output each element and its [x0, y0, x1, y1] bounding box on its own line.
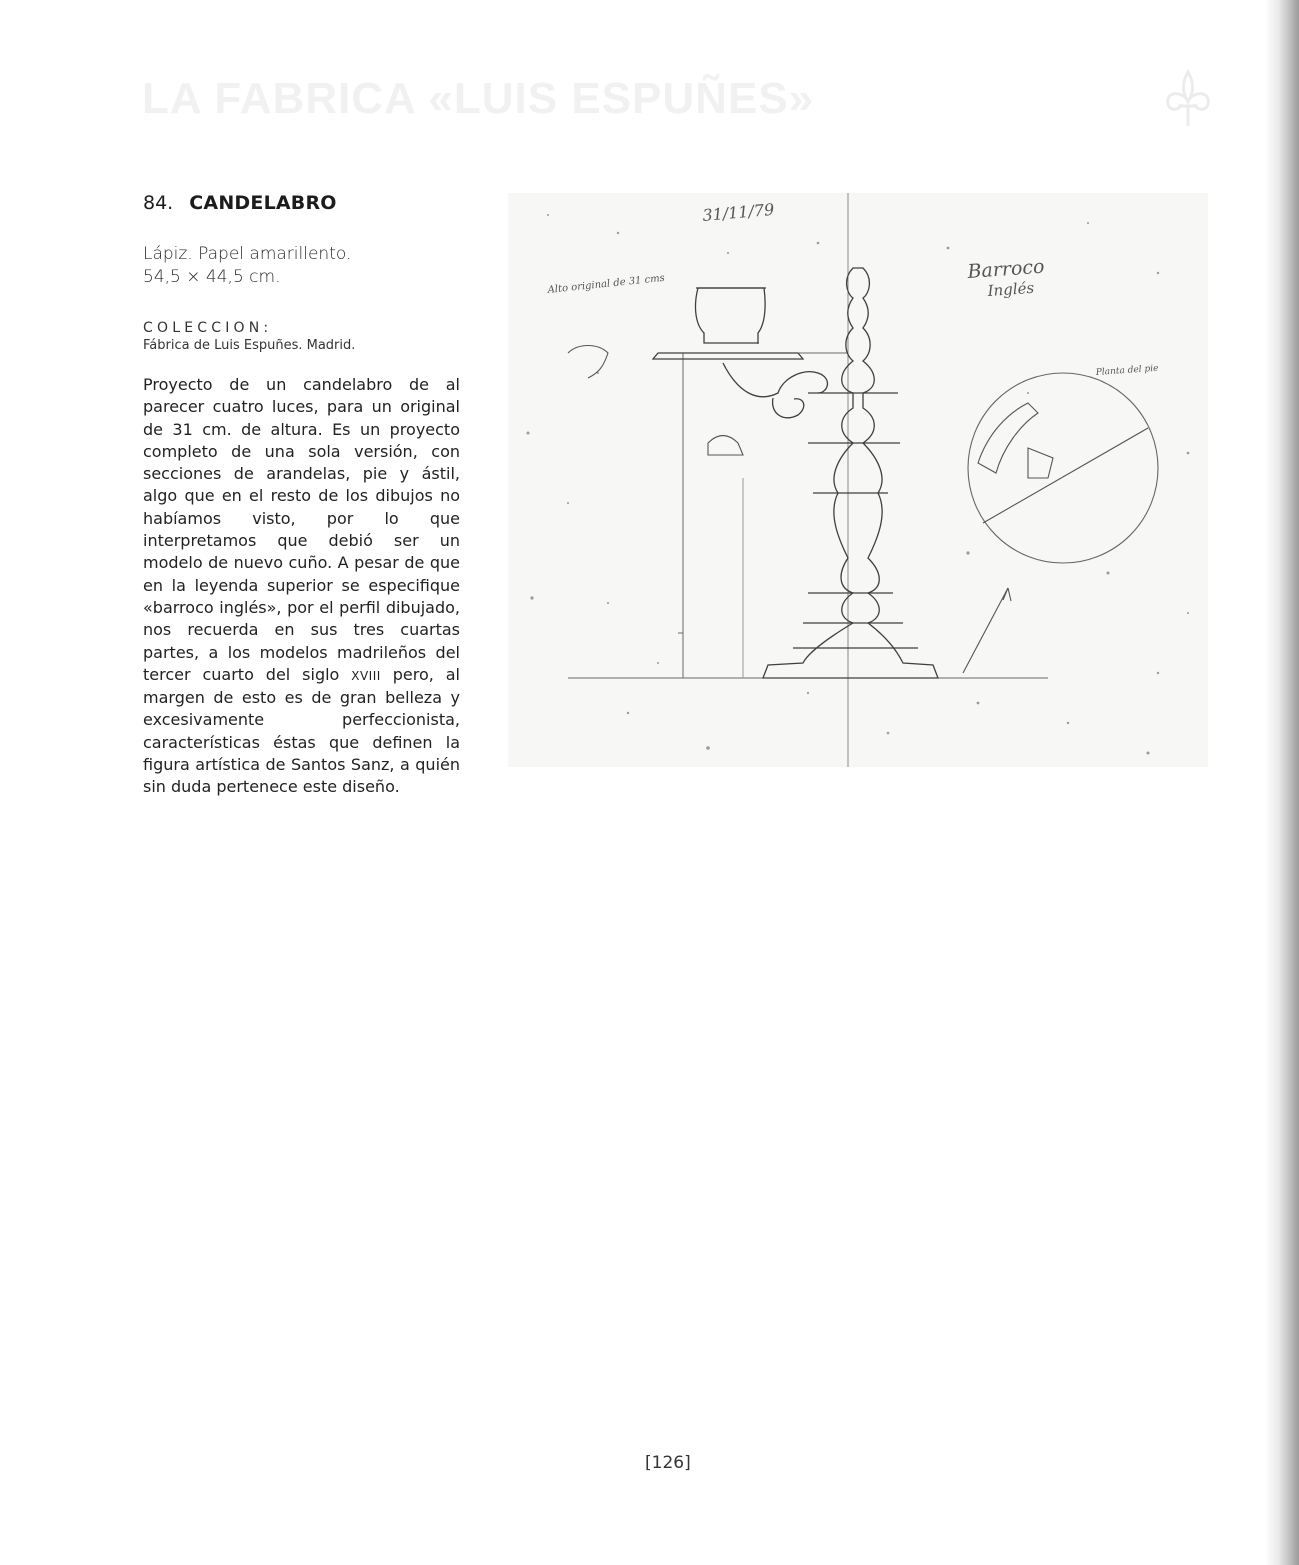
entry-number: 84.: [143, 192, 174, 214]
medium-line: Lápiz. Papel amarillento.: [143, 244, 352, 264]
annotation-date: 31/11/79: [701, 199, 775, 225]
page-edge-shadow: [1265, 0, 1299, 1565]
description-century: XVIII: [351, 668, 381, 683]
entry-name: CANDELABRO: [189, 192, 337, 214]
fleur-de-lis-icon: [1160, 68, 1216, 132]
collection-label: COLECCION:: [143, 320, 273, 336]
medium-block: [143, 243, 473, 289]
entry-title: [143, 192, 337, 214]
description-text-1: Proyecto de un candelabro de al parecer cuatro luces, para un original de 31 cm. de altura. Es un proyecto completo de una sola versión, con secciones de arandelas, pie y ástil, algo que en el resto de los dibujos no habíamos visto, por lo que interpretamos que debió ser un modelo de nuevo cuño. A pesar de que en la leyenda superior se especifique «barroco inglés», por el perfil dibujado, nos recuerda en sus tres cuartas partes, a los modelos madrileños del tercer cuarto del siglo: [143, 375, 460, 684]
annotation-style-2: Inglés: [987, 278, 1035, 300]
annotation-height: Alto original de 31 cms: [547, 272, 666, 296]
description-paragraph: [143, 374, 460, 799]
page-number: [126]: [645, 1453, 691, 1473]
annotation-style: Barroco: [966, 255, 1046, 283]
collection-value: Fábrica de Luis Espuñes. Madrid.: [143, 338, 356, 353]
annotation-section: Planta del pie: [1095, 363, 1159, 378]
dimensions-line: 54,5 × 44,5 cm.: [143, 267, 281, 287]
running-head: LA FABRICA «LUIS ESPUÑES»: [142, 74, 815, 123]
description-text-2: pero, al margen de esto es de gran belleza y excesivamente perfeccionista, características éstas que definen la figura artística de Santos Sanz, a quién sin duda pertenece este diseño.: [143, 664, 460, 797]
candelabra-drawing: [508, 193, 1208, 767]
